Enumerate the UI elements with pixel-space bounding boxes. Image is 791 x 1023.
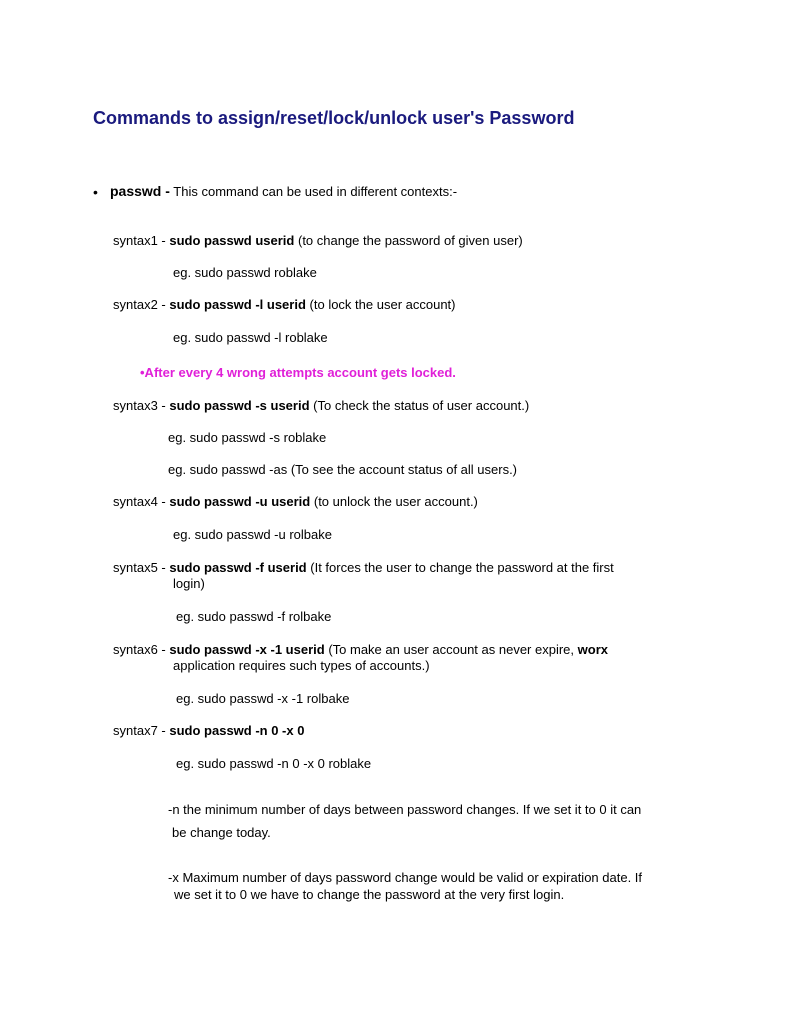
syntax-line <box>113 494 478 510</box>
syntax-label: syntax3 - <box>113 398 166 413</box>
syntax-line <box>113 398 529 414</box>
syntax-label: syntax4 - <box>113 494 166 509</box>
example-line: eg. sudo passwd -u rolbake <box>173 527 332 542</box>
syntax-label: syntax1 - <box>113 233 166 248</box>
syntax-command: sudo passwd -l userid <box>169 297 306 312</box>
syntax-command: sudo passwd -s userid <box>169 398 310 413</box>
syntax-command: sudo passwd userid <box>169 233 295 248</box>
intro-command: passwd - <box>110 183 170 199</box>
example-line: eg. sudo passwd -x -1 rolbake <box>176 691 350 706</box>
syntax-line <box>113 233 523 249</box>
syntax-label: syntax2 - <box>113 297 166 312</box>
syntax-line <box>113 642 608 658</box>
syntax-command: sudo passwd -x -1 userid <box>169 642 325 657</box>
note-n-line2: be change today. <box>172 825 271 840</box>
syntax-desc: (It forces the user to change the password at the first <box>310 560 614 575</box>
example-line: eg. sudo passwd -n 0 -x 0 roblake <box>176 756 372 771</box>
syntax-line <box>113 297 456 313</box>
syntax-desc-continued: login) <box>173 576 205 591</box>
syntax-label: syntax6 - <box>113 642 166 657</box>
syntax-label: syntax5 - <box>113 560 166 575</box>
intro-line <box>110 183 457 200</box>
syntax-line <box>113 560 614 576</box>
syntax-desc: (to lock the user account) <box>309 297 456 312</box>
example-line: eg. sudo passwd -f rolbake <box>176 609 332 624</box>
note-n-line1: -n the minimum number of days between password changes. If we set it to 0 it can <box>168 802 642 817</box>
syntax-command: sudo passwd -u userid <box>169 494 311 509</box>
syntax-desc: (To make an user account as never expire, <box>328 642 575 657</box>
syntax-label: syntax7 - <box>113 723 166 738</box>
example-line: eg. sudo passwd -s roblake <box>168 430 327 445</box>
syntax-command: sudo passwd -f userid <box>169 560 307 575</box>
intro-text: This command can be used in different contexts:- <box>173 184 458 199</box>
syntax-command: sudo passwd -n 0 -x 0 <box>169 723 305 738</box>
example-line: eg. sudo passwd -l roblake <box>173 330 328 345</box>
lock-warning: •After every 4 wrong attempts account gets locked. <box>140 365 456 380</box>
syntax-desc: (to change the password of given user) <box>297 233 523 248</box>
syntax-desc: (to unlock the user account.) <box>313 494 478 509</box>
example-line: eg. sudo passwd roblake <box>173 265 317 280</box>
note-x-line1: -x Maximum number of days password change would be valid or expiration date. If <box>168 870 643 885</box>
syntax-line <box>113 723 304 739</box>
syntax-desc: (To check the status of user account.) <box>313 398 530 413</box>
page-title: Commands to assign/reset/lock/unlock user's Password <box>93 108 575 128</box>
syntax-desc-bold: worx <box>577 642 608 657</box>
syntax-desc-continued: application requires such types of accounts.) <box>173 658 430 673</box>
note-x-line2: we set it to 0 we have to change the password at the very first login. <box>174 887 565 902</box>
bullet-icon: • <box>93 184 98 200</box>
example-line: eg. sudo passwd -as (To see the account status of all users.) <box>168 462 518 477</box>
